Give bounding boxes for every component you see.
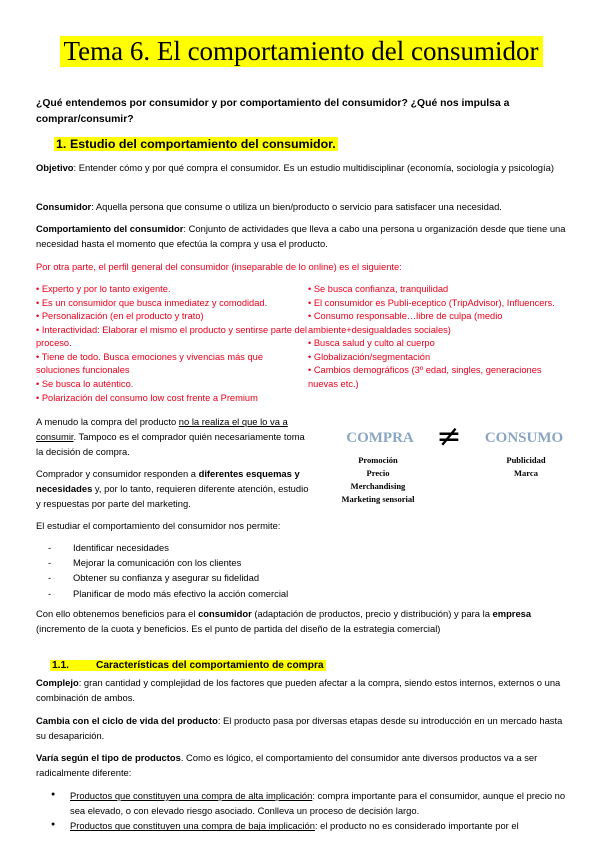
perfil-left-list	[36, 283, 308, 405]
page-title: Tema 6. El comportamiento del consumidor	[60, 36, 543, 67]
perfil-right-item: • El consumidor es Publi-eceptico (TripAdvisor), Influencers.	[308, 297, 555, 308]
diagram-compra-items	[342, 455, 416, 504]
diagram-item: Marketing sensorial	[341, 494, 415, 504]
beneficios-empresa: empresa	[492, 608, 532, 619]
title-wrap	[36, 36, 566, 67]
beneficios-a: Con ello obtenemos beneficios para el	[36, 608, 199, 619]
diagram-consumo-title: CONSUMO	[484, 430, 564, 446]
beneficios-paragraph	[36, 606, 566, 636]
section-1-heading	[54, 136, 584, 154]
section-1-1-highlight	[50, 660, 326, 671]
tipo-list-item	[36, 788, 566, 818]
diagram-consumo-items	[506, 455, 545, 478]
perfil-right-item: • Se busca confianza, tranquilidad	[308, 284, 449, 294]
permite-list-item: - Mejorar la comunicación con los clientes	[36, 555, 566, 570]
compra-para2-bold: diferentes esquemas y necesidades	[36, 468, 300, 495]
perfil-right-item: • Globalización/segmentación	[308, 351, 431, 362]
consumidor-paragraph	[36, 199, 566, 214]
tipo-item-text: : el producto no es considerado importante por el	[314, 820, 519, 832]
tipo-label: Varía según el tipo de productos	[36, 752, 181, 763]
compra-paragraph-1	[36, 414, 314, 460]
permite-list-item: - Identificar necesidades	[36, 540, 566, 555]
diagram-item: Promoción	[358, 455, 398, 465]
diagram-not-equal-sign: ≠	[436, 419, 462, 454]
consumidor-label: Consumidor	[36, 201, 92, 212]
perfil-intro: Por otra parte, el perfil general del consumidor (inseparable de lo online) es el siguiente:	[36, 261, 402, 272]
complejo-text: : gran cantidad y complejidad de los factores que pueden afectar a la compra, siendo estos internos, externos o una combinación de ambos.	[36, 677, 561, 704]
section-1-title: Estudio del comportamiento del consumidor.	[70, 137, 336, 151]
permite-list-item: - Obtener su confianza y asegurar su fidelidad	[36, 570, 566, 585]
tipo-text: . Como es lógico, el comportamiento del consumidor ante diversos productos va a ser radicalmente diferente:	[36, 752, 538, 779]
diagram-compra-title: COMPRA	[346, 430, 414, 446]
section-1-1-number: 1.1.	[52, 660, 69, 671]
ciclo-label: Cambia con el ciclo de vida del producto	[36, 715, 218, 726]
permite-list-item: - Planificar de modo más efectivo la acción comercial	[36, 586, 566, 601]
permite-list	[36, 540, 566, 601]
perfil-columns	[36, 283, 566, 405]
perfil-right-item: • Consumo responsable…libre de culpa (medio ambiente+desigualdades sociales)	[308, 311, 503, 335]
perfil-left-item: • Polarización del consumo low cost frente a Premium	[36, 392, 258, 403]
perfil-left-item: • Personalización (en el producto y trato)	[36, 311, 204, 322]
comportamiento-text: : Conjunto de actividades que lleva a cabo una persona u organización desde que tiene una necesidad hasta el momento que efectúa la compra y usa el producto.	[36, 223, 566, 250]
ciclo-paragraph	[36, 713, 566, 743]
comportamiento-paragraph	[36, 221, 566, 251]
tipo-item-label: Productos que constituyen una compra de alta implicación	[70, 790, 313, 801]
diagram-item: Precio	[366, 468, 390, 478]
perfil-right-item: • Busca salud y culto al cuerpo	[308, 338, 435, 349]
perfil-left-item: • Es un consumidor que busca inmediatez y comodidad.	[36, 297, 268, 308]
compra-consumo-diagram	[332, 418, 568, 528]
compra-para1-a: A menudo la compra del producto	[36, 416, 179, 427]
objetivo-paragraph	[36, 160, 566, 175]
compra-para1-underline: no la realiza el que lo va a consumir	[36, 416, 288, 443]
complejo-label: Complejo	[36, 677, 79, 688]
perfil-left-item: • Se busca lo auténtico.	[36, 378, 134, 389]
compra-para1-b: . Tampoco es el comprador quién necesariamente toma la decisión de compra.	[36, 431, 305, 458]
tipo-paragraph	[36, 750, 566, 780]
intro-question: ¿Qué entendemos por consumidor y por comportamiento del consumidor? ¿Qué nos impulsa a comprar/consumir?	[36, 98, 510, 125]
section-1-highlight	[54, 137, 338, 151]
beneficios-consumidor: consumidor	[198, 608, 252, 619]
objetivo-text: : Entender cómo y por qué compra el consumidor. Es un estudio multidisciplinar (economía, sociología y psicología)	[73, 162, 554, 173]
perfil-left-item: • Interactividad: Elaborar el mismo el producto y sentirse parte del proceso.	[36, 324, 307, 349]
perfil-left-item: • Experto y por lo tanto exigente.	[36, 284, 171, 294]
comportamiento-label: Comportamiento del consumidor	[36, 223, 184, 234]
tipo-list	[36, 788, 566, 834]
diagram-item: Publicidad	[506, 455, 546, 465]
beneficios-c: (adaptación de productos, precio y distribución) y para la	[251, 608, 493, 619]
diagram-item: Marca	[514, 468, 538, 478]
tipo-list-item	[36, 818, 566, 833]
compra-paragraph-2	[36, 466, 314, 512]
tipo-item-text: : compra importante para el consumidor, aunque el precio no sea elevado, o con elevado riesgo asociado. Conlleva un proceso de decisión largo.	[70, 790, 566, 817]
perfil-right-list	[308, 283, 566, 405]
ciclo-text: : El producto pasa por diversas etapas desde su introducción en un mercado hasta su desaparición.	[36, 715, 563, 742]
perfil-left-item: • Tiene de todo. Busca emociones y vivencias más que soluciones funcionales	[36, 351, 264, 376]
section-1-number: 1.	[56, 137, 67, 151]
objetivo-label: Objetivo	[36, 162, 74, 173]
beneficios-d: (incremento de la cuota y beneficios. Es el punto de partida del diseño de la estrategia comercial)	[36, 623, 441, 635]
permite-intro: El estudiar el comportamiento del consumidor nos permite:	[36, 520, 281, 531]
section-1-1-title: Características del comportamiento de compra	[96, 660, 324, 671]
diagram-item: Merchandising	[350, 481, 406, 491]
complejo-paragraph	[36, 675, 566, 705]
perfil-right-item: • Cambios demográficos (3º edad, singles, generaciones nuevas etc.)	[308, 365, 542, 389]
tipo-item-label: Productos que constituyen una compra de baja implicación	[70, 820, 315, 832]
consumidor-text: : Aquella persona que consume o utiliza un bien/producto o servicio para satisfacer una necesidad.	[91, 201, 502, 212]
compra-para2-b: y, por lo tanto, requieren diferente atención, estudio y respuestas por parte del marketing.	[36, 483, 309, 510]
section-1-1-heading	[50, 659, 580, 673]
compra-para2-a: Comprador y consumidor responden a	[36, 468, 199, 479]
